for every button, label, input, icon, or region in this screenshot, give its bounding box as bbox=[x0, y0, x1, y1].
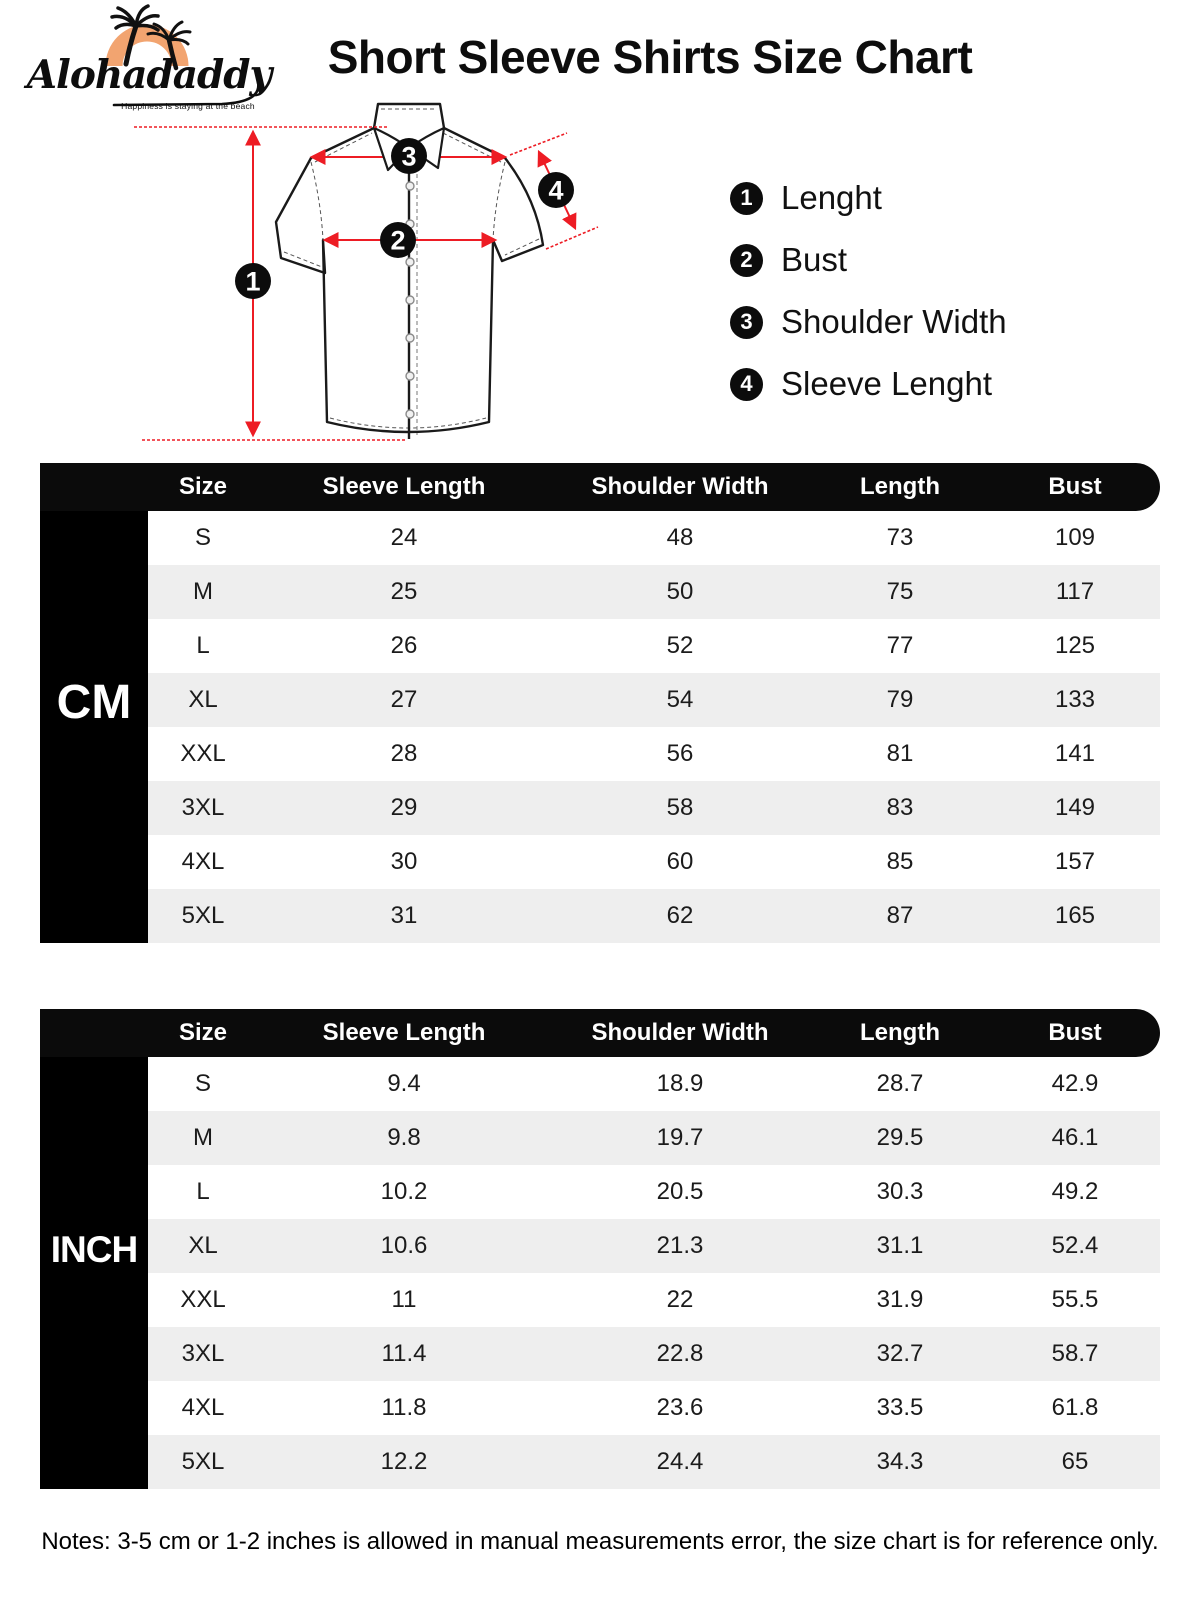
legend-label: Bust bbox=[781, 241, 848, 278]
table-header-row bbox=[40, 463, 1160, 511]
column-header-bust: Bust bbox=[1048, 473, 1102, 500]
value-cell: 50 bbox=[666, 578, 694, 605]
brand-tagline: Happiness is staying at the beach bbox=[121, 101, 255, 111]
table-row-xxl bbox=[148, 727, 1160, 781]
value-cell: 28.7 bbox=[876, 1070, 924, 1097]
value-cell: 87 bbox=[886, 902, 914, 929]
legend-number-badge: 4 bbox=[730, 368, 763, 401]
value-cell: 52 bbox=[666, 632, 694, 659]
table-row-5xl bbox=[148, 889, 1160, 943]
table-row-4xl bbox=[148, 1381, 1160, 1435]
size-cell: 3XL bbox=[181, 1340, 225, 1367]
table-row-m bbox=[148, 565, 1160, 619]
value-cell: 31.9 bbox=[876, 1286, 924, 1313]
value-cell: 31.1 bbox=[876, 1232, 924, 1259]
size-cell: M bbox=[193, 578, 213, 605]
unit-band-inch bbox=[40, 1009, 148, 1489]
value-cell: 29 bbox=[390, 794, 418, 821]
legend-label: Shoulder Width bbox=[781, 303, 1007, 340]
measurement-legend bbox=[730, 176, 1060, 424]
size-cell: 3XL bbox=[181, 794, 225, 821]
svg-text:4: 4 bbox=[548, 175, 564, 206]
table-row-s bbox=[148, 1057, 1160, 1111]
legend-item-sleeve-length bbox=[730, 362, 1060, 406]
value-cell: 12.2 bbox=[380, 1448, 428, 1475]
value-cell: 11.8 bbox=[381, 1394, 427, 1421]
value-cell: 30.3 bbox=[876, 1178, 924, 1205]
value-cell: 30 bbox=[390, 848, 418, 875]
value-cell: 31 bbox=[390, 902, 418, 929]
unit-label: CM bbox=[56, 676, 132, 729]
legend-item-length bbox=[730, 176, 1060, 220]
value-cell: 109 bbox=[1054, 524, 1096, 551]
size-cell: S bbox=[194, 524, 211, 551]
value-cell: 22 bbox=[666, 1286, 694, 1313]
notes-text: Notes: 3-5 cm or 1-2 inches is allowed in manual measurements error, the size chart is for reference only. bbox=[41, 1528, 1159, 1555]
value-cell: 9.8 bbox=[387, 1124, 421, 1151]
value-cell: 62 bbox=[666, 902, 694, 929]
svg-text:2: 2 bbox=[390, 225, 406, 256]
table-row-s bbox=[148, 511, 1160, 565]
value-cell: 52.4 bbox=[1051, 1232, 1099, 1259]
value-cell: 165 bbox=[1054, 902, 1096, 929]
value-cell: 18.9 bbox=[656, 1070, 704, 1097]
value-cell: 133 bbox=[1054, 686, 1096, 713]
size-cell: XL bbox=[188, 1232, 218, 1259]
value-cell: 49.2 bbox=[1051, 1178, 1099, 1205]
size-cell: L bbox=[196, 1178, 210, 1205]
diagram-marker-3 bbox=[391, 138, 427, 174]
value-cell: 79 bbox=[886, 686, 914, 713]
value-cell: 149 bbox=[1054, 794, 1096, 821]
table-row-3xl bbox=[148, 1327, 1160, 1381]
value-cell: 117 bbox=[1055, 578, 1095, 605]
column-header-sleeve-length: Sleeve Length bbox=[322, 473, 486, 500]
value-cell: 29.5 bbox=[876, 1124, 924, 1151]
column-header-length: Length bbox=[860, 1019, 940, 1046]
value-cell: 28 bbox=[390, 740, 418, 767]
diagram-marker-2 bbox=[380, 222, 416, 258]
value-cell: 60 bbox=[666, 848, 694, 875]
size-cell: L bbox=[196, 632, 210, 659]
size-cell: S bbox=[194, 1070, 211, 1097]
value-cell: 24 bbox=[390, 524, 418, 551]
unit-label: INCH bbox=[50, 1228, 138, 1270]
value-cell: 27 bbox=[390, 686, 418, 713]
table-row-3xl bbox=[148, 781, 1160, 835]
value-cell: 54 bbox=[666, 686, 694, 713]
column-header-size: Size bbox=[178, 1019, 228, 1046]
value-cell: 42.9 bbox=[1051, 1070, 1099, 1097]
legend-number-badge: 3 bbox=[730, 306, 763, 339]
column-header-length: Length bbox=[860, 473, 940, 500]
value-cell: 56 bbox=[666, 740, 694, 767]
value-cell: 65 bbox=[1061, 1448, 1089, 1475]
value-cell: 23.6 bbox=[656, 1394, 704, 1421]
value-cell: 11 bbox=[391, 1286, 417, 1313]
diagram-marker-4 bbox=[538, 172, 574, 208]
column-header-size: Size bbox=[178, 473, 228, 500]
value-cell: 83 bbox=[886, 794, 914, 821]
value-cell: 81 bbox=[886, 740, 914, 767]
legend-label: Lenght bbox=[781, 179, 882, 216]
value-cell: 9.4 bbox=[387, 1070, 421, 1097]
value-cell: 22.8 bbox=[656, 1340, 704, 1367]
table-body bbox=[148, 1057, 1160, 1489]
shirt-diagram bbox=[120, 90, 680, 462]
value-cell: 20.5 bbox=[656, 1178, 704, 1205]
value-cell: 24.4 bbox=[656, 1448, 704, 1475]
size-table-inch bbox=[40, 1009, 1160, 1489]
size-cell: XL bbox=[188, 686, 218, 713]
size-cell: 4XL bbox=[181, 848, 225, 875]
page-title: Short Sleeve Shirts Size Chart bbox=[327, 31, 973, 83]
value-cell: 73 bbox=[886, 524, 914, 551]
value-cell: 77 bbox=[886, 632, 914, 659]
value-cell: 25 bbox=[390, 578, 418, 605]
size-cell: M bbox=[193, 1124, 213, 1151]
value-cell: 33.5 bbox=[876, 1394, 924, 1421]
table-row-xl bbox=[148, 1219, 1160, 1273]
svg-text:1: 1 bbox=[245, 266, 261, 297]
table-body bbox=[148, 511, 1160, 943]
size-table-cm bbox=[40, 463, 1160, 943]
brand-name: Alohadaddy bbox=[26, 52, 272, 98]
value-cell: 58 bbox=[666, 794, 694, 821]
value-cell: 58.7 bbox=[1051, 1340, 1099, 1367]
value-cell: 10.6 bbox=[380, 1232, 428, 1259]
value-cell: 19.7 bbox=[656, 1124, 704, 1151]
value-cell: 75 bbox=[886, 578, 914, 605]
size-cell: 5XL bbox=[181, 1448, 225, 1475]
legend-number-badge: 1 bbox=[730, 182, 763, 215]
unit-band-cm bbox=[40, 463, 148, 943]
table-header-row bbox=[40, 1009, 1160, 1057]
table-row-5xl bbox=[148, 1435, 1160, 1489]
legend-item-shoulder-width bbox=[730, 300, 1060, 344]
column-header-shoulder-width: Shoulder Width bbox=[591, 1019, 769, 1046]
value-cell: 46.1 bbox=[1051, 1124, 1099, 1151]
size-cell: XXL bbox=[180, 740, 226, 767]
column-header-bust: Bust bbox=[1048, 1019, 1102, 1046]
value-cell: 141 bbox=[1054, 740, 1096, 767]
svg-text:3: 3 bbox=[401, 141, 417, 172]
value-cell: 11.4 bbox=[381, 1340, 427, 1367]
shirt-measurement-diagram-svg bbox=[120, 90, 680, 462]
value-cell: 157 bbox=[1054, 848, 1096, 875]
size-cell: 5XL bbox=[181, 902, 225, 929]
diagram-marker-1 bbox=[235, 263, 271, 299]
column-header-shoulder-width: Shoulder Width bbox=[591, 473, 769, 500]
table-row-xl bbox=[148, 673, 1160, 727]
value-cell: 26 bbox=[390, 632, 418, 659]
table-row-l bbox=[148, 1165, 1160, 1219]
size-cell: 4XL bbox=[181, 1394, 225, 1421]
table-row-m bbox=[148, 1111, 1160, 1165]
table-row-l bbox=[148, 619, 1160, 673]
value-cell: 21.3 bbox=[656, 1232, 704, 1259]
value-cell: 48 bbox=[666, 524, 694, 551]
value-cell: 61.8 bbox=[1051, 1394, 1099, 1421]
value-cell: 55.5 bbox=[1051, 1286, 1099, 1313]
value-cell: 10.2 bbox=[380, 1178, 428, 1205]
value-cell: 85 bbox=[886, 848, 914, 875]
legend-label: Sleeve Lenght bbox=[781, 365, 993, 402]
value-cell: 32.7 bbox=[876, 1340, 924, 1367]
column-header-sleeve-length: Sleeve Length bbox=[322, 1019, 486, 1046]
value-cell: 125 bbox=[1054, 632, 1096, 659]
table-row-4xl bbox=[148, 835, 1160, 889]
size-cell: XXL bbox=[180, 1286, 226, 1313]
value-cell: 34.3 bbox=[876, 1448, 924, 1475]
legend-number-badge: 2 bbox=[730, 244, 763, 277]
legend-item-bust bbox=[730, 238, 1060, 282]
table-row-xxl bbox=[148, 1273, 1160, 1327]
